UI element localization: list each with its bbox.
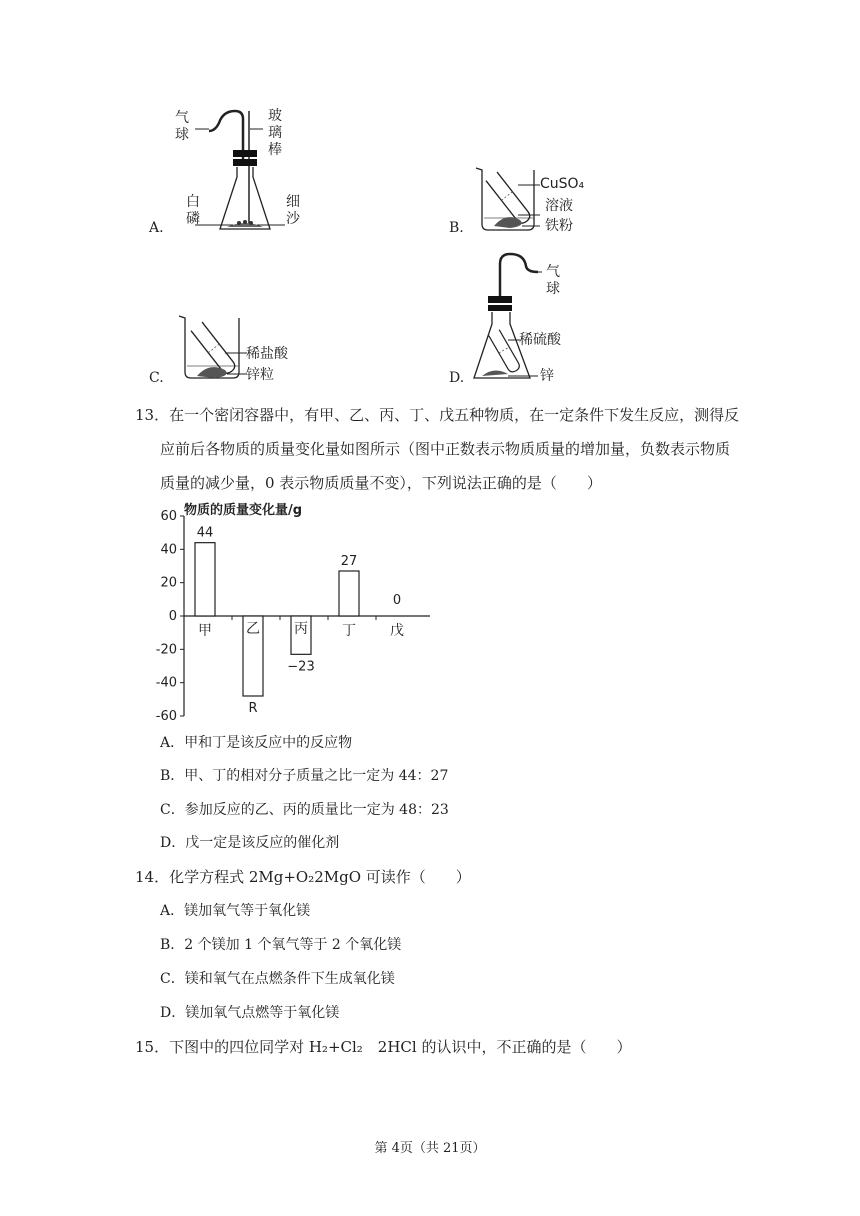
q13-stem-line2: 应前后各物质的质量变化量如图所示（图中正数表示物质质量的增加量，负数表示物质 [160,440,731,458]
category-label: 丁 [342,623,356,639]
zinc-granules [197,367,227,378]
q13-option-c[interactable]: C．参加反应的乙、丙的质量比一定为 48：23 [160,802,449,818]
apparatus-c-zinc-label: 锌粒 [246,367,274,383]
q14-option-b[interactable]: B．2 个镁加 1 个氧气等于 2 个氧化镁 [160,937,402,953]
data-label: 27 [340,554,358,569]
q13-option-b[interactable]: B．甲、丁的相对分子质量之比一定为 44：27 [160,768,449,784]
apparatus-b-cuso4-label: CuSO₄ [540,176,585,192]
option-a-letter: A. [149,220,164,236]
y-tick-label: -40 [155,675,177,691]
apparatus-b-solution-label: 溶液 [545,198,573,214]
q14-option-a[interactable]: A．镁加氧气等于氧化镁 [160,903,311,919]
category-label: 甲 [198,623,212,639]
q14-stem: 14．化学方程式 2Mg+O₂2MgO 可读作（ ） [135,868,471,886]
y-tick-label: 0 [168,609,177,624]
y-tick-label: 60 [160,509,177,524]
option-b-letter: B. [449,220,464,236]
q13-stem-line3: 质量的减少量，0 表示物质质量不变），下列说法正确的是（ ） [160,474,602,492]
data-label: 0 [392,593,402,608]
q13-option-a[interactable]: A．甲和丁是该反应中的反应物 [160,735,353,751]
data-label: −23 [287,659,315,675]
iron-powder [494,217,522,228]
category-label: 乙 [246,621,260,637]
zinc-piece [482,370,508,376]
stopper-top [233,150,257,157]
apparatus-b-iron-label: 铁粉 [545,218,573,234]
data-label: 44 [196,525,214,541]
test-tube [489,330,521,374]
apparatus-a-balloon-label: 气 球 [175,110,189,143]
q14-option-c[interactable]: C．镁和氧气在点燃条件下生成氧化镁 [160,971,395,987]
q13-option-d[interactable]: D．戊一定是该反应的催化剂 [160,835,340,851]
stopper-top [488,296,512,303]
q15-stem: 15．下图中的四位同学对 H₂+Cl₂ 2HCl 的认识中，不正确的是（ ） [135,1038,632,1056]
category-label: 丙 [294,621,308,637]
bar [339,571,359,616]
apparatus-d-drawing [472,250,552,385]
apparatus-b-drawing [470,160,550,235]
apparatus-c-acid-label: 稀盐酸 [246,346,288,362]
stopper-bottom [233,159,257,166]
apparatus-d-zinc-label: 锌 [540,368,554,384]
apparatus-c-drawing [175,310,255,385]
stopper-bottom [488,305,512,311]
apparatus-d-balloon-label: 气 球 [546,264,560,297]
apparatus-d-acid-label: 稀硫酸 [519,332,561,348]
chart-title: 物质的质量变化量/g [184,503,303,518]
y-tick-label: -20 [155,642,177,658]
apparatus-a-phosphorus-label: 白 磷 [186,194,200,227]
q14-option-d[interactable]: D．镁加氧气点燃等于氧化镁 [160,1005,340,1021]
option-c-letter: C. [149,370,164,386]
apparatus-a-rod-label: 玻 璃 棒 [268,108,282,158]
y-tick-label: 40 [160,542,177,558]
page-footer: 第 4页（共 21页） [374,1141,486,1156]
mass-change-chart [140,496,440,722]
flask-body [220,167,270,229]
category-label: 戊 [390,623,404,639]
bar [195,543,215,616]
balloon-tube [500,254,538,296]
q13-stem-line1: 13．在一个密闭容器中，有甲、乙、丙、丁、戊五种物质，在一定条件下发生反应，测得反 [135,406,740,424]
option-d-letter: D. [449,370,465,386]
y-tick-label: -60 [155,709,177,722]
data-label: R [248,701,258,716]
apparatus-a-sand-label: 细 沙 [286,194,300,227]
y-tick-label: 20 [160,575,177,591]
